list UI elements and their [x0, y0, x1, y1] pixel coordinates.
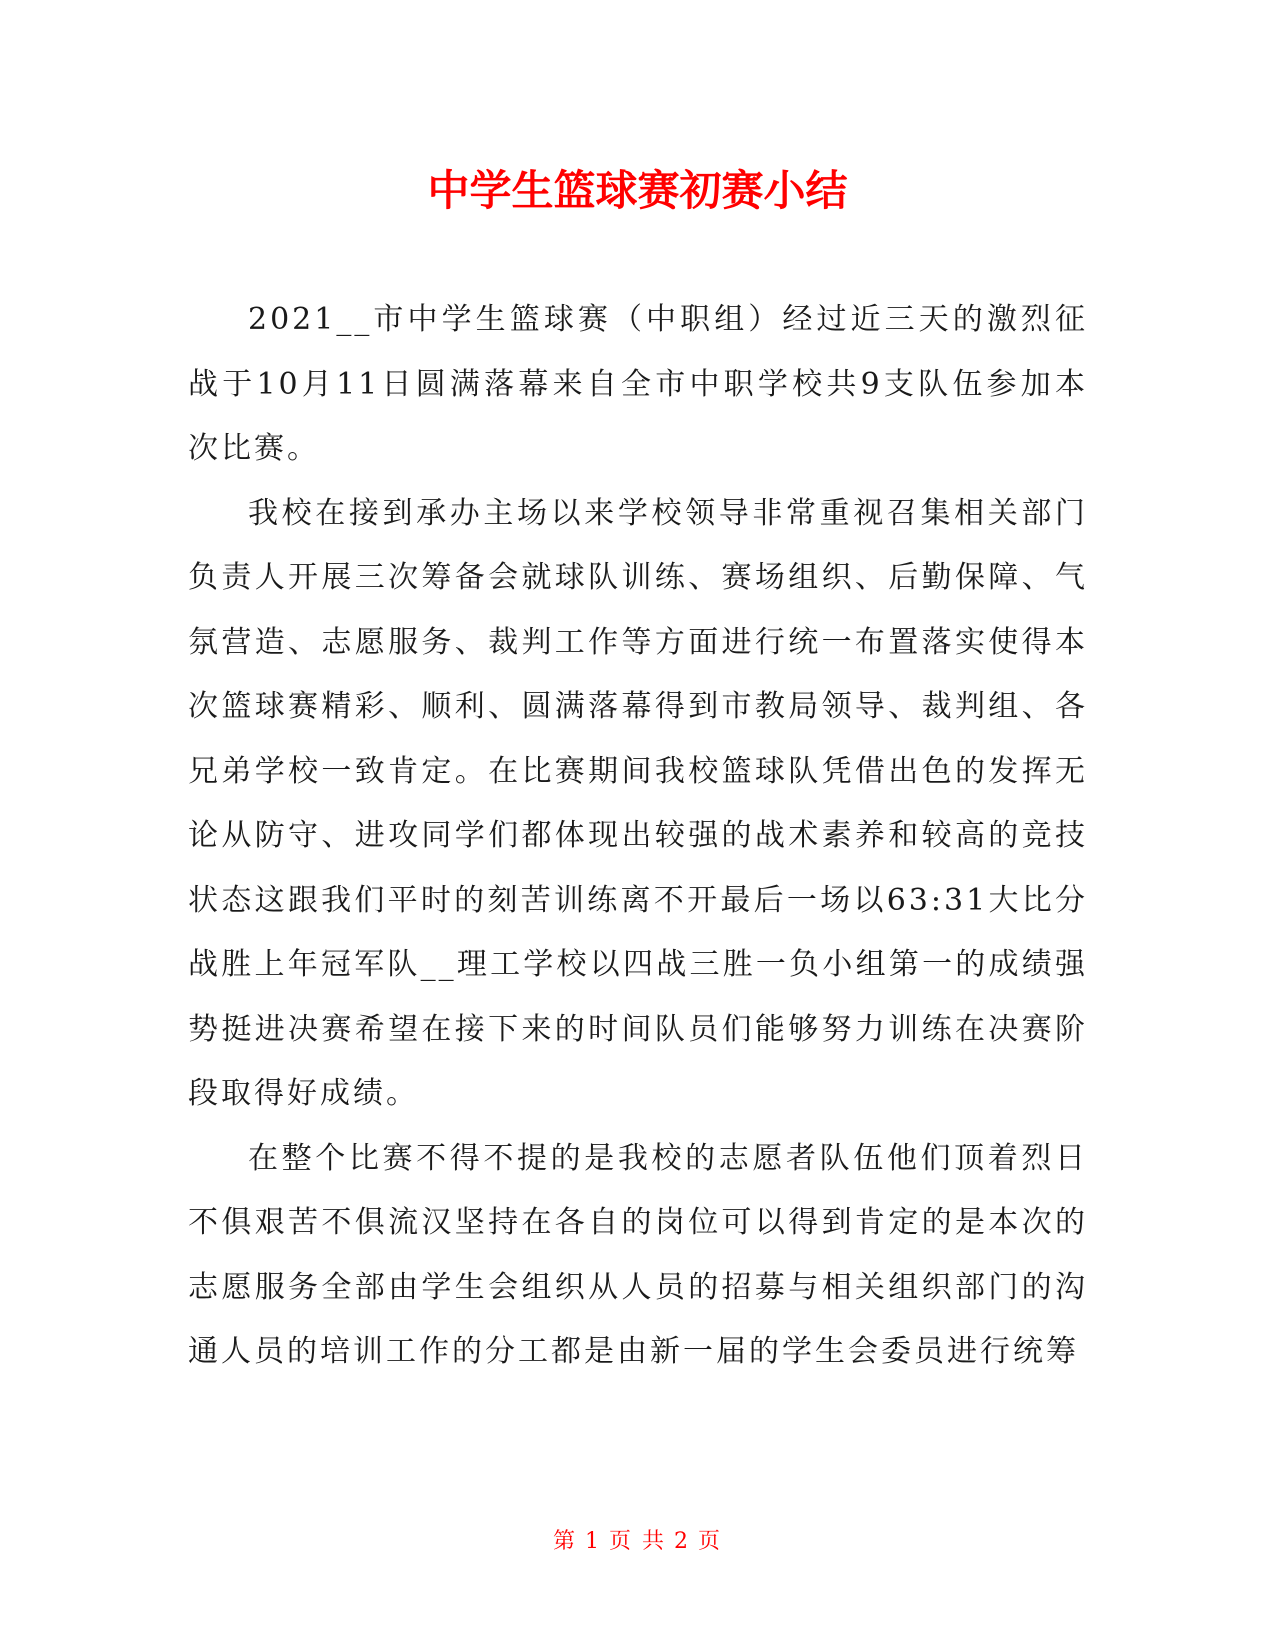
footer-prefix: 第: [552, 1529, 577, 1554]
document-body: [188, 288, 1088, 1385]
paragraph-3: 在整个比赛不得不提的是我校的志愿者队伍他们顶着烈日不俱艰苦不俱流汉坚持在各自的岗位可以得到肯定的是本次的志愿服务全部由学生会组织从人员的招募与相关组织部门的沟通人员的培训工作的分工都是由新一届的学生会委员进行统筹: [188, 1140, 1088, 1369]
footer-suffix: 页: [698, 1529, 723, 1554]
paragraph-1: 2021__市中学生篮球赛（中职组）经过近三天的激烈征战于10月11日圆满落幕来自全市中职学校共9支队伍参加本次比赛。: [188, 302, 1088, 466]
paragraph-2: 我校在接到承办主场以来学校领导非常重视召集相关部门负责人开展三次筹备会就球队训练、赛场组织、后勤保障、气氛营造、志愿服务、裁判工作等方面进行统一布置落实使得本次篮球赛精彩、顺利、圆满落幕得到市教局领导、裁判组、各兄弟学校一致肯定。在比赛期间我校篮球队凭借出色的发挥无论从防守、进攻同学们都体现出较强的战术素养和较高的竞技状态这跟我们平时的刻苦训练离不开最后一场以63:31大比分战胜上年冠军队__理工学校以四战三胜一负小组第一的成绩强势挺进决赛希望在接下来的时间队员们能够努力训练在决赛阶段取得好成绩。: [188, 495, 1088, 1111]
footer-page-number: 1: [585, 1529, 601, 1554]
footer-total-pages: 2: [674, 1529, 690, 1554]
document-title: 中学生篮球赛初赛小结: [427, 166, 848, 215]
page-footer: [0, 1524, 1275, 1555]
footer-middle: 页 共: [609, 1529, 666, 1554]
